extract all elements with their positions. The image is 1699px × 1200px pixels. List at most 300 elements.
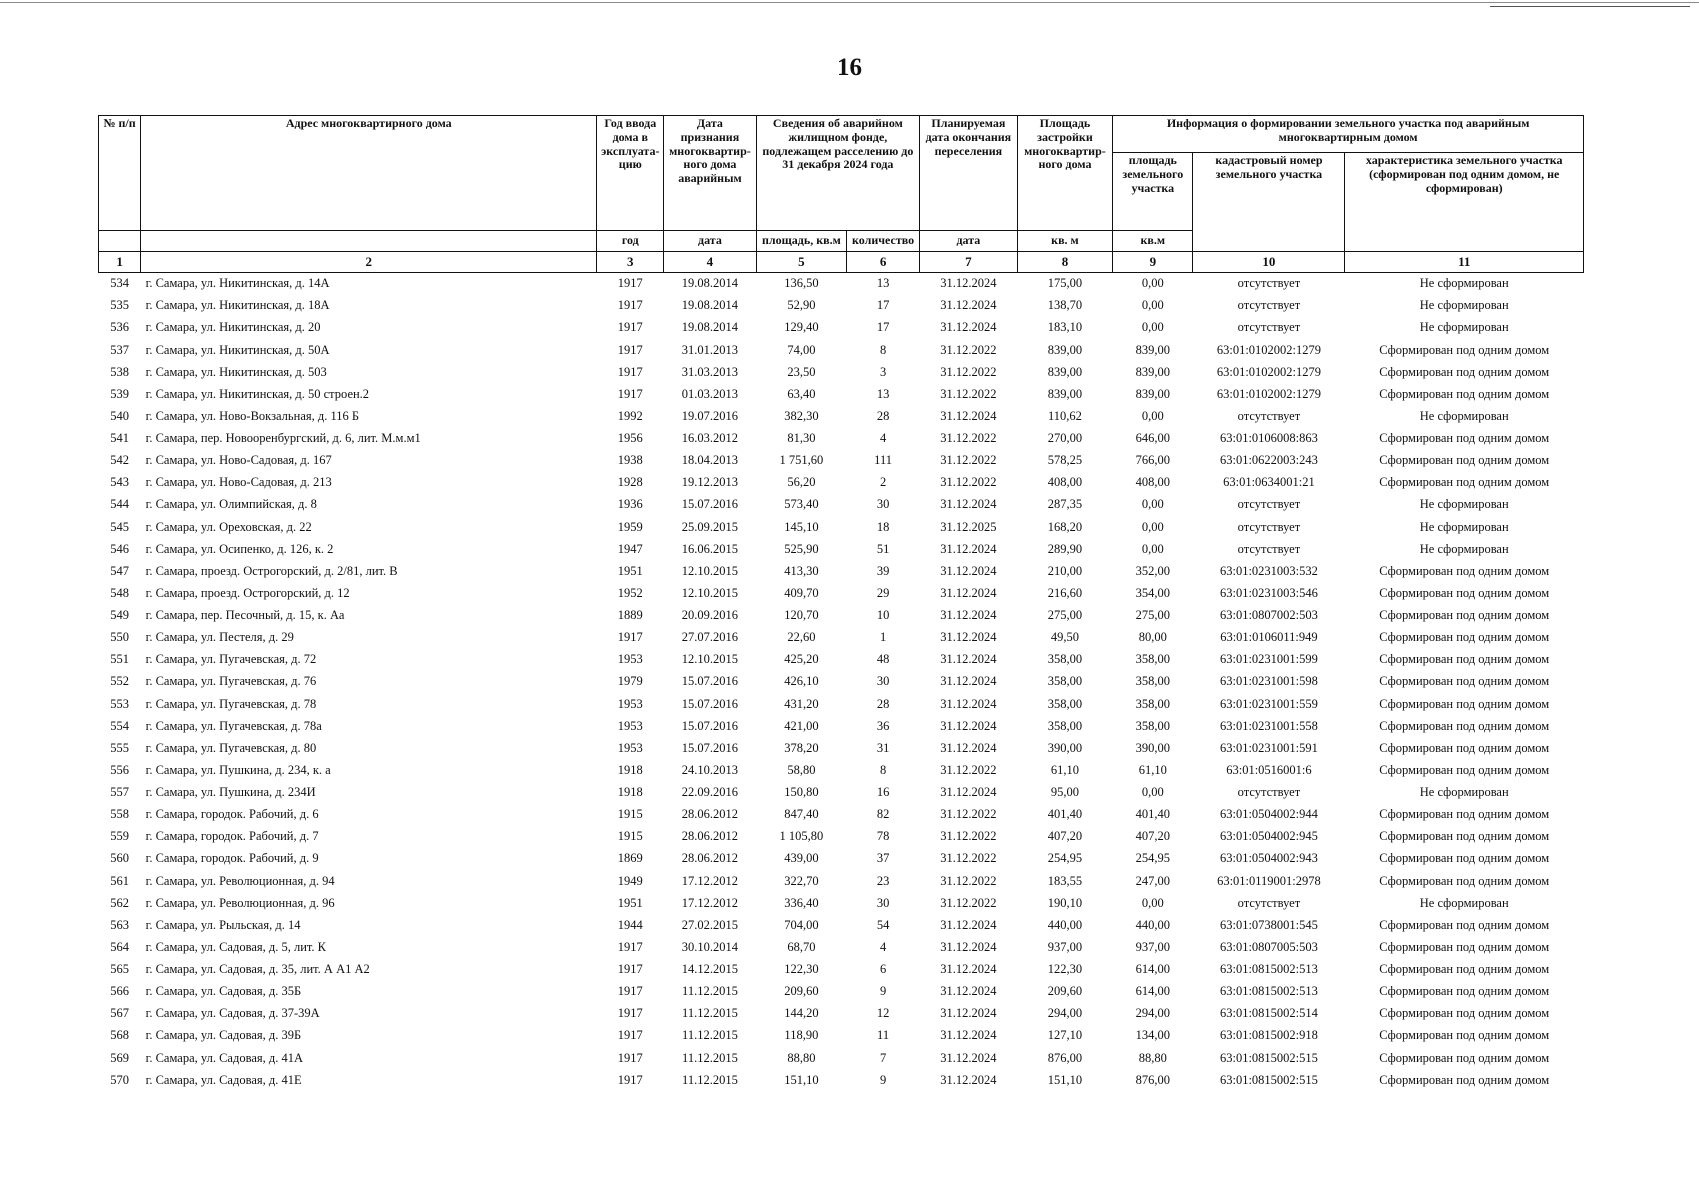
cell-land-characteristic: Сформирован под одним домом [1379,762,1550,777]
cell-land-area: 247,00 [1135,873,1170,888]
cell-emergency-date: 19.08.2014 [681,276,739,291]
cell-land-area: 61,10 [1138,762,1167,777]
cell-row-number: 534 [110,276,129,291]
cell-planned-date: 31.12.2024 [940,674,997,689]
cell-row-number: 541 [110,431,129,446]
header-building-footprint: Площадь застройки многоквартир-ного дома [1017,116,1113,231]
register-table-container [98,115,1584,1092]
cell-land-area: 80,00 [1138,630,1167,645]
cell-row-number: 540 [110,408,129,423]
cell-land-characteristic: Сформирован под одним домом [1379,962,1550,977]
cell-quantity: 16 [876,785,890,800]
cell-quantity: 6 [879,962,887,977]
cell-planned-date: 31.12.2022 [940,873,997,888]
cell-planned-date: 31.12.2024 [940,1006,997,1021]
col-number: 9 [1113,252,1193,273]
table-row [99,915,1584,937]
cell-row-number: 551 [110,652,129,667]
cell-area: 129,40 [784,320,819,335]
cell-year: 1951 [617,895,643,910]
unit-row-number-empty [99,231,141,252]
cell-cadastral-number: 63:01:0807005:503 [1219,939,1318,954]
scan-edge-line [0,2,1699,3]
cell-cadastral-number: 63:01:0102002:1279 [1216,364,1322,379]
cell-emergency-date: 19.12.2013 [681,475,739,490]
header-year-commissioned: Год ввода дома в эксплуата-цию [597,116,664,231]
cell-row-number: 545 [110,519,129,534]
cell-row-number: 549 [110,608,129,623]
cell-row-number: 553 [110,696,129,711]
cell-footprint: 138,70 [1047,298,1083,313]
cell-land-area: 0,00 [1141,497,1164,512]
cell-land-area: 294,00 [1135,1006,1170,1021]
cell-address: г. Самара, ул. Пушкина, д. 234И [145,785,316,800]
cell-footprint: 401,40 [1047,807,1083,822]
table-row [99,848,1584,870]
cell-land-area: 134,00 [1135,1028,1170,1043]
cell-row-number: 556 [110,762,129,777]
cell-land-area: 614,00 [1135,984,1170,999]
cell-quantity: 9 [879,984,887,999]
cell-land-area: 0,00 [1141,320,1164,335]
cell-year: 1915 [617,829,643,844]
table-row [99,317,1584,339]
table-row [99,273,1584,296]
cell-year: 1956 [617,431,643,446]
cell-footprint: 95,00 [1050,785,1080,800]
cell-cadastral-number: 63:01:0815002:515 [1219,1050,1318,1065]
cell-row-number: 565 [110,962,129,977]
cell-land-area: 937,00 [1135,939,1170,954]
cell-address: г. Самара, ул. Никитинская, д. 20 [145,320,321,335]
cell-year: 1917 [617,984,643,999]
cell-quantity: 7 [879,1050,887,1065]
cell-address: г. Самара, ул. Садовая, д. 35Б [145,984,302,999]
cell-land-area: 275,00 [1135,608,1170,623]
cell-footprint: 210,00 [1047,563,1083,578]
cell-land-characteristic: Не сформирован [1419,497,1509,512]
cell-footprint: 127,10 [1047,1028,1083,1043]
cell-planned-date: 31.12.2024 [940,917,997,932]
cell-address: г. Самара, городок. Рабочий, д. 9 [145,851,319,866]
cell-planned-date: 31.12.2022 [940,453,997,468]
cell-planned-date: 31.12.2024 [940,497,997,512]
cell-land-characteristic: Не сформирован [1419,408,1509,423]
cell-land-characteristic: Сформирован под одним домом [1379,984,1550,999]
cell-area: 322,70 [784,873,819,888]
cell-land-characteristic: Сформирован под одним домом [1379,652,1550,667]
cell-quantity: 54 [876,917,890,932]
scan-edge-line-right [1490,6,1690,7]
cell-quantity: 17 [876,298,890,313]
cell-year: 1947 [617,541,643,556]
col-number: 7 [920,252,1018,273]
cell-address: г. Самара, городок. Рабочий, д. 6 [145,807,319,822]
cell-address: г. Самара, ул. Никитинская, д. 50А [145,342,330,357]
cell-quantity: 23 [876,873,890,888]
cell-address: г. Самара, ул. Пушкина, д. 234, к. а [145,762,331,777]
cell-land-characteristic: Сформирован под одним домом [1379,740,1550,755]
cell-quantity: 78 [876,829,890,844]
cell-land-area: 839,00 [1135,386,1170,401]
table-body [99,273,1584,1092]
cell-planned-date: 31.12.2022 [940,829,997,844]
cell-area: 439,00 [784,851,819,866]
cell-land-characteristic: Сформирован под одним домом [1379,563,1550,578]
table-row [99,959,1584,981]
cell-area: 122,30 [784,962,819,977]
cell-emergency-date: 12.10.2015 [681,652,739,667]
cell-area: 847,40 [784,807,819,822]
cell-year: 1917 [617,1028,643,1043]
cell-cadastral-number: отсутствует [1237,541,1301,556]
cell-footprint: 937,00 [1047,939,1083,954]
table-row [99,384,1584,406]
cell-footprint: 289,90 [1047,541,1083,556]
cell-planned-date: 31.12.2024 [940,1050,997,1065]
cell-address: г. Самара, проезд. Острогорский, д. 2/81, лит. В [145,563,398,578]
cell-land-characteristic: Не сформирован [1419,895,1509,910]
cell-land-area: 876,00 [1135,1072,1170,1087]
cell-quantity: 11 [877,1028,890,1043]
cell-emergency-date: 15.07.2016 [681,696,739,711]
cell-land-characteristic: Сформирован под одним домом [1379,386,1550,401]
col-number: 3 [597,252,664,273]
cell-land-characteristic: Сформирован под одним домом [1379,696,1550,711]
cell-quantity: 28 [876,408,890,423]
cell-area: 431,20 [784,696,819,711]
cell-address: г. Самара, ул. Ново-Вокзальная, д. 116 Б [145,408,360,423]
cell-address: г. Самара, ул. Революционная, д. 96 [145,895,335,910]
cell-emergency-date: 11.12.2015 [682,984,738,999]
cell-footprint: 175,00 [1047,276,1083,291]
cell-planned-date: 31.12.2024 [940,630,997,645]
cell-footprint: 190,10 [1047,895,1083,910]
cell-row-number: 560 [110,851,129,866]
cell-footprint: 407,20 [1047,829,1083,844]
cell-cadastral-number: 63:01:0634001:21 [1223,475,1315,490]
cell-land-area: 358,00 [1135,652,1170,667]
cell-row-number: 570 [110,1072,129,1087]
cell-row-number: 558 [110,807,129,822]
cell-land-area: 390,00 [1135,740,1170,755]
cell-cadastral-number: 63:01:0504002:943 [1219,851,1318,866]
cell-address: г. Самара, ул. Садовая, д. 37-39А [145,1006,320,1021]
cell-cadastral-number: 63:01:0231001:599 [1219,652,1318,667]
cell-quantity: 31 [876,740,890,755]
table-row [99,605,1584,627]
cell-land-area: 0,00 [1141,408,1164,423]
cell-year: 1917 [617,276,643,291]
unit-date: дата [664,231,756,252]
cell-year: 1953 [617,740,643,755]
cell-quantity: 28 [876,696,890,711]
cell-land-characteristic: Сформирован под одним домом [1379,1028,1550,1043]
cell-footprint: 839,00 [1047,364,1083,379]
col-number: 2 [141,252,597,273]
cell-land-area: 839,00 [1135,342,1170,357]
cell-row-number: 546 [110,541,129,556]
cell-land-area: 352,00 [1135,563,1170,578]
cell-land-area: 440,00 [1135,917,1170,932]
cell-row-number: 547 [110,563,129,578]
page-number: 16 [837,54,862,81]
table-row [99,362,1584,384]
cell-row-number: 538 [110,364,129,379]
cell-land-characteristic: Сформирован под одним домом [1379,1006,1550,1021]
cell-cadastral-number: 63:01:0516001:6 [1226,762,1312,777]
cell-address: г. Самара, ул. Никитинская, д. 18А [145,298,330,313]
table-row [99,583,1584,605]
cell-address: г. Самара, проезд. Острогорский, д. 12 [145,585,350,600]
cell-footprint: 254,95 [1047,851,1083,866]
column-number-row [99,252,1584,273]
cell-land-characteristic: Не сформирован [1419,276,1509,291]
cell-planned-date: 31.12.2024 [940,1028,997,1043]
cell-cadastral-number: 63:01:0231001:558 [1219,718,1318,733]
cell-land-characteristic: Сформирован под одним домом [1379,873,1550,888]
cell-area: 23,50 [787,364,816,379]
cell-footprint: 270,00 [1047,431,1083,446]
cell-land-area: 0,00 [1141,785,1164,800]
cell-row-number: 559 [110,829,129,844]
table-header [99,116,1584,273]
cell-area: 144,20 [784,1006,819,1021]
cell-area: 426,10 [784,674,819,689]
cell-year: 1918 [617,785,643,800]
table-row [99,561,1584,583]
cell-land-area: 358,00 [1135,696,1170,711]
cell-footprint: 294,00 [1047,1006,1083,1021]
cell-planned-date: 31.12.2024 [940,785,997,800]
cell-row-number: 561 [110,873,129,888]
cell-year: 1944 [617,917,643,932]
cell-cadastral-number: 63:01:0815002:515 [1219,1072,1318,1087]
cell-emergency-date: 17.12.2012 [681,895,739,910]
cell-planned-date: 31.12.2024 [940,408,997,423]
cell-footprint: 578,25 [1047,453,1083,468]
cell-area: 150,80 [784,785,819,800]
cell-quantity: 3 [879,364,887,379]
cell-address: г. Самара, ул. Революционная, д. 94 [145,873,335,888]
cell-planned-date: 31.12.2024 [940,984,997,999]
header-land-plot-info: Информация о формировании земельного участка под аварийным многоквартирным домом [1113,116,1584,153]
cell-area: 74,00 [787,342,816,357]
cell-land-characteristic: Сформирован под одним домом [1379,1050,1550,1065]
cell-footprint: 183,55 [1047,873,1083,888]
cell-area: 81,30 [787,431,816,446]
cell-planned-date: 31.12.2024 [940,962,997,977]
cell-quantity: 29 [876,585,890,600]
cell-cadastral-number: 63:01:0102002:1279 [1216,342,1322,357]
cell-year: 1952 [617,585,643,600]
cell-address: г. Самара, ул. Никитинская, д. 14А [145,276,330,291]
cell-land-characteristic: Сформирован под одним домом [1379,718,1550,733]
unit-land-area: кв.м [1113,231,1193,252]
cell-land-characteristic: Сформирован под одним домом [1379,342,1550,357]
cell-quantity: 2 [879,475,887,490]
cell-year: 1917 [617,1006,643,1021]
cell-area: 22,60 [787,630,816,645]
cell-land-area: 646,00 [1135,431,1170,446]
cell-area: 136,50 [784,276,819,291]
cell-emergency-date: 15.07.2016 [681,718,739,733]
cell-quantity: 30 [876,895,890,910]
cell-emergency-date: 11.12.2015 [682,1050,738,1065]
cell-land-characteristic: Сформирован под одним домом [1379,475,1550,490]
cell-emergency-date: 12.10.2015 [681,585,739,600]
cell-emergency-date: 15.07.2016 [681,674,739,689]
cell-address: г. Самара, ул. Олимпийская, д. 8 [145,497,317,512]
cell-cadastral-number: 63:01:0504002:944 [1219,807,1318,822]
cell-planned-date: 31.12.2024 [940,563,997,578]
cell-emergency-date: 18.04.2013 [681,453,739,468]
cell-planned-date: 31.12.2024 [940,320,997,335]
cell-land-area: 401,40 [1135,807,1170,822]
table-row [99,693,1584,715]
cell-footprint: 49,50 [1050,630,1080,645]
cell-footprint: 358,00 [1047,718,1083,733]
cell-address: г. Самара, пер. Новооренбургский, д. 6, лит. М.м.м1 [145,431,421,446]
cell-address: г. Самара, ул. Ореховская, д. 22 [145,519,312,534]
cell-area: 409,70 [784,585,819,600]
cell-address: г. Самара, ул. Никитинская, д. 50 строен.2 [145,386,370,401]
cell-area: 704,00 [784,917,819,932]
table-row [99,893,1584,915]
cell-year: 1917 [617,962,643,977]
cell-planned-date: 31.12.2024 [940,608,997,623]
table-row [99,1025,1584,1047]
cell-quantity: 37 [876,851,890,866]
cell-year: 1917 [617,364,643,379]
cell-footprint: 358,00 [1047,652,1083,667]
cell-area: 425,20 [784,652,819,667]
cell-footprint: 122,30 [1047,962,1083,977]
cell-quantity: 82 [876,807,890,822]
unit-footprint: кв. м [1017,231,1113,252]
table-row [99,472,1584,494]
cell-year: 1917 [617,1050,643,1065]
cell-cadastral-number: 63:01:0815002:514 [1219,1006,1318,1021]
cell-emergency-date: 11.12.2015 [682,1006,738,1021]
cell-land-characteristic: Сформирован под одним домом [1379,939,1550,954]
table-row [99,981,1584,1003]
cell-year: 1953 [617,652,643,667]
cell-land-characteristic: Сформирован под одним домом [1379,807,1550,822]
cell-row-number: 537 [110,342,129,357]
cell-emergency-date: 20.09.2016 [681,608,739,623]
cell-cadastral-number: 63:01:0106008:863 [1219,431,1318,446]
header-address: Адрес многоквартирного дома [141,116,597,231]
cell-cadastral-number: отсутствует [1237,298,1301,313]
cell-footprint: 876,00 [1047,1050,1083,1065]
cell-land-area: 0,00 [1141,895,1164,910]
cell-cadastral-number: 63:01:0231001:598 [1219,674,1318,689]
cell-land-characteristic: Не сформирован [1419,320,1509,335]
unit-year: год [597,231,664,252]
cell-planned-date: 31.12.2022 [940,431,997,446]
cell-emergency-date: 24.10.2013 [681,762,739,777]
cell-year: 1951 [617,563,643,578]
cell-land-area: 0,00 [1141,541,1164,556]
cell-address: г. Самара, ул. Рыльская, д. 14 [145,917,301,932]
cell-emergency-date: 31.01.2013 [681,342,739,357]
col-number: 5 [756,252,846,273]
header-land-characteristic: характеристика земельного участка (сформирован под одним домом, не сформирован) [1345,153,1584,252]
cell-emergency-date: 27.02.2015 [681,917,739,932]
cell-cadastral-number: отсутствует [1237,276,1301,291]
cell-emergency-date: 11.12.2015 [682,1072,738,1087]
table-row [99,870,1584,892]
cell-quantity: 48 [876,652,890,667]
cell-address: г. Самара, ул. Пугачевская, д. 78 [145,696,317,711]
cell-emergency-date: 14.12.2015 [681,962,739,977]
table-row [99,738,1584,760]
table-row [99,516,1584,538]
cell-address: г. Самара, ул. Ново-Садовая, д. 213 [145,475,332,490]
cell-row-number: 557 [110,785,129,800]
cell-cadastral-number: 63:01:0504002:945 [1219,829,1318,844]
cell-land-area: 0,00 [1141,298,1164,313]
cell-row-number: 555 [110,740,129,755]
cell-row-number: 552 [110,674,129,689]
cell-year: 1953 [617,696,643,711]
cell-quantity: 9 [879,1072,887,1087]
cell-row-number: 550 [110,630,129,645]
table-row [99,295,1584,317]
cell-row-number: 563 [110,917,129,932]
cell-area: 378,20 [784,740,819,755]
cell-quantity: 36 [876,718,890,733]
cell-row-number: 536 [110,320,129,335]
cell-emergency-date: 11.12.2015 [682,1028,738,1043]
cell-year: 1869 [617,851,643,866]
cell-row-number: 554 [110,718,129,733]
cell-area: 336,40 [784,895,819,910]
cell-row-number: 544 [110,497,129,512]
cell-land-area: 0,00 [1141,276,1164,291]
cell-planned-date: 31.12.2024 [940,696,997,711]
cell-year: 1959 [617,519,643,534]
cell-address: г. Самара, ул. Осипенко, д. 126, к. 2 [145,541,334,556]
cell-cadastral-number: 63:01:0815002:513 [1219,962,1318,977]
cell-emergency-date: 28.06.2012 [681,807,739,822]
cell-quantity: 30 [876,674,890,689]
cell-land-area: 358,00 [1135,674,1170,689]
cell-footprint: 110,62 [1047,408,1082,423]
cell-area: 525,90 [784,541,819,556]
cell-land-characteristic: Сформирован под одним домом [1379,585,1550,600]
cell-emergency-date: 15.07.2016 [681,497,739,512]
cell-land-characteristic: Сформирован под одним домом [1379,829,1550,844]
cell-planned-date: 31.12.2022 [940,475,997,490]
table-row [99,428,1584,450]
cell-year: 1928 [617,475,643,490]
cell-planned-date: 31.12.2024 [940,718,997,733]
cell-emergency-date: 31.03.2013 [681,364,739,379]
cell-year: 1915 [617,807,643,822]
cell-emergency-date: 28.06.2012 [681,829,739,844]
table-row [99,1047,1584,1069]
cell-area: 120,70 [784,608,819,623]
cell-land-characteristic: Сформирован под одним домом [1379,630,1550,645]
cell-land-characteristic: Сформирован под одним домом [1379,453,1550,468]
cell-row-number: 539 [110,386,129,401]
cell-planned-date: 31.12.2022 [940,364,997,379]
cell-row-number: 535 [110,298,129,313]
cell-emergency-date: 12.10.2015 [681,563,739,578]
cell-cadastral-number: 63:01:0807002:503 [1219,608,1318,623]
